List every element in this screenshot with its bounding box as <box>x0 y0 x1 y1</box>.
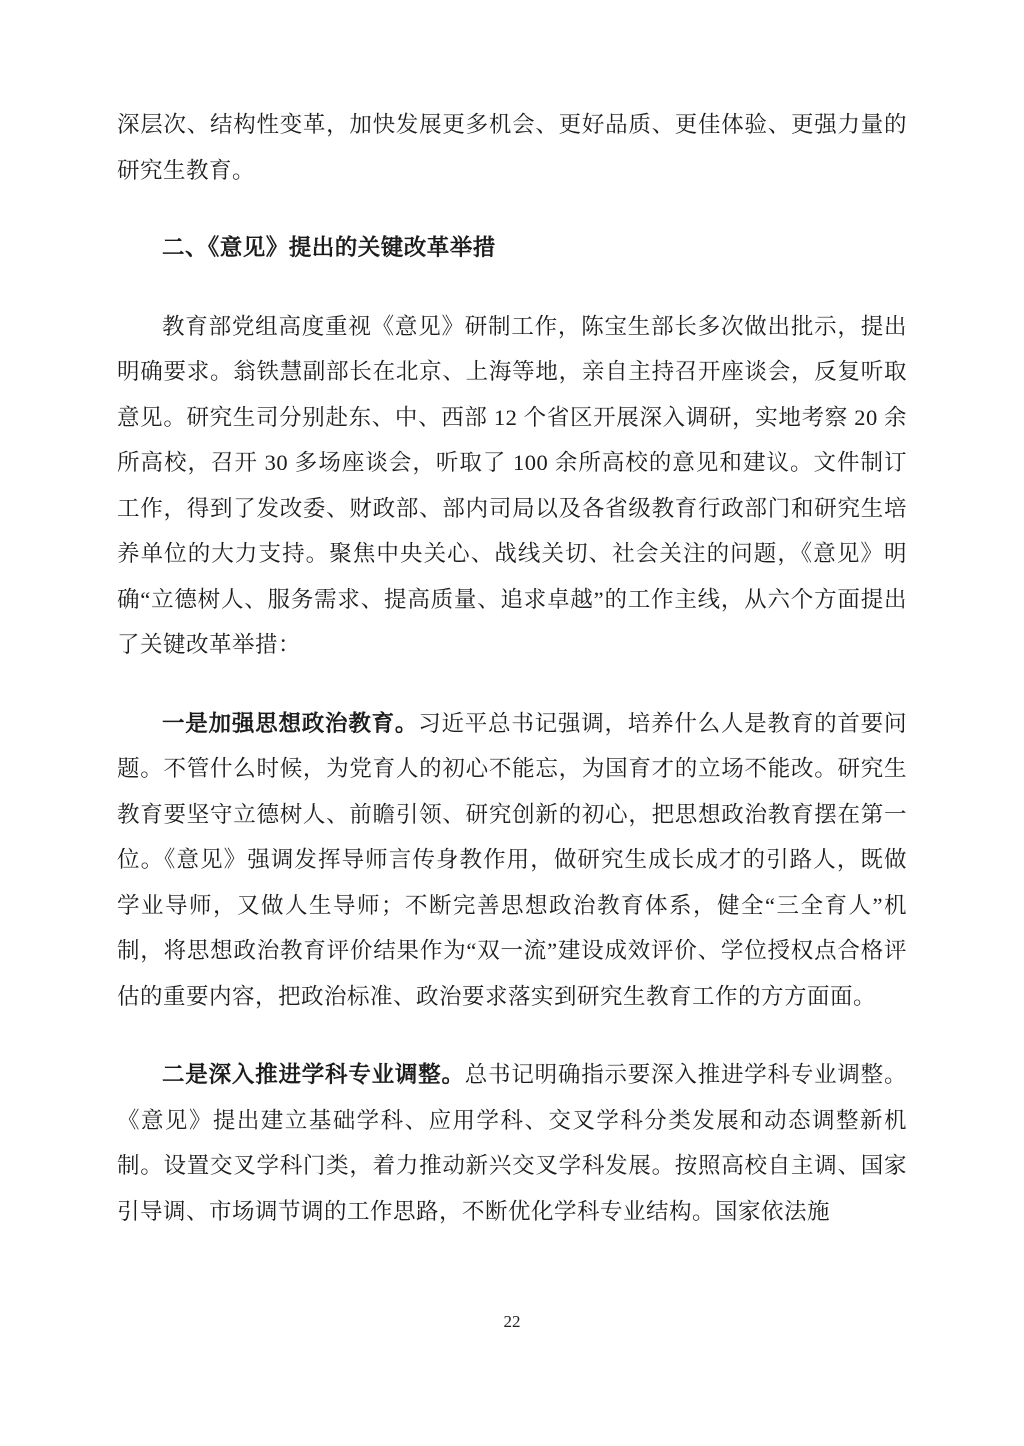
paragraph-body-text: 习近平总书记强调，培养什么人是教育的首要问题。不管什么时候，为党育人的初心不能忘，为国育才的立场不能改。研究生教育要坚守立德树人、前瞻引领、研究创新的初心，把思想政治教育摆在第一位。《意见》强调发挥导师言传身教作用，做研究生成长成才的引路人，既做学业导师，又做人生导师；不断完善思想政治教育体系，健全“三全育人”机制，将思想政治教育评价结果作为“双一流”建设成效评价、学位授权点合格评估的重要内容，把政治标准、政治要求落实到研究生教育工作的方方面面。 <box>117 710 907 1009</box>
intro-continuation-paragraph: 深层次、结构性变革，加快发展更多机会、更好品质、更佳体验、更强力量的研究生教育。 <box>117 112 907 183</box>
page-content <box>117 102 907 1234</box>
body-paragraph-measure-1 <box>117 701 907 1020</box>
body-paragraph-measure-2 <box>117 1052 907 1234</box>
section-heading: 二、《意见》提出的关键改革举措 <box>162 235 496 260</box>
paragraph-body-text: 总书记明确指示要深入推进学科专业调整。《意见》提出建立基础学科、应用学科、交叉学科分类发展和动态调整新机制。设置交叉学科门类，着力推动新兴交叉学科发展。按照高校自主调、国家引导调、市场调节调的工作思路，不断优化学科专业结构。国家依法施 <box>117 1062 907 1224</box>
body-paragraph-overview: 教育部党组高度重视《意见》研制工作，陈宝生部长多次做出批示，提出明确要求。翁铁慧副部长在北京、上海等地，亲自主持召开座谈会，反复听取意见。研究生司分别赴东、中、西部 12 个省区开展深入调研，实地考察 20 余所高校，召开 30 多场座谈会，听取了 100 余所高校的意见和建议。文件制订工作，得到了发改委、财政部、部内司局以及各省级教育行政部门和研究生培养单位的大力支持。聚焦中央关心、战线关切、社会关注的问题，《意见》明确“立德树人、服务需求、提高质量、追求卓越”的工作主线，从六个方面提出了关键改革举措： <box>117 313 907 657</box>
paragraph-lead-bold: 二是深入推进学科专业调整。 <box>162 1062 465 1087</box>
page-number: 22 <box>503 1312 521 1331</box>
paragraph-lead-bold: 一是加强思想政治教育。 <box>162 710 419 736</box>
